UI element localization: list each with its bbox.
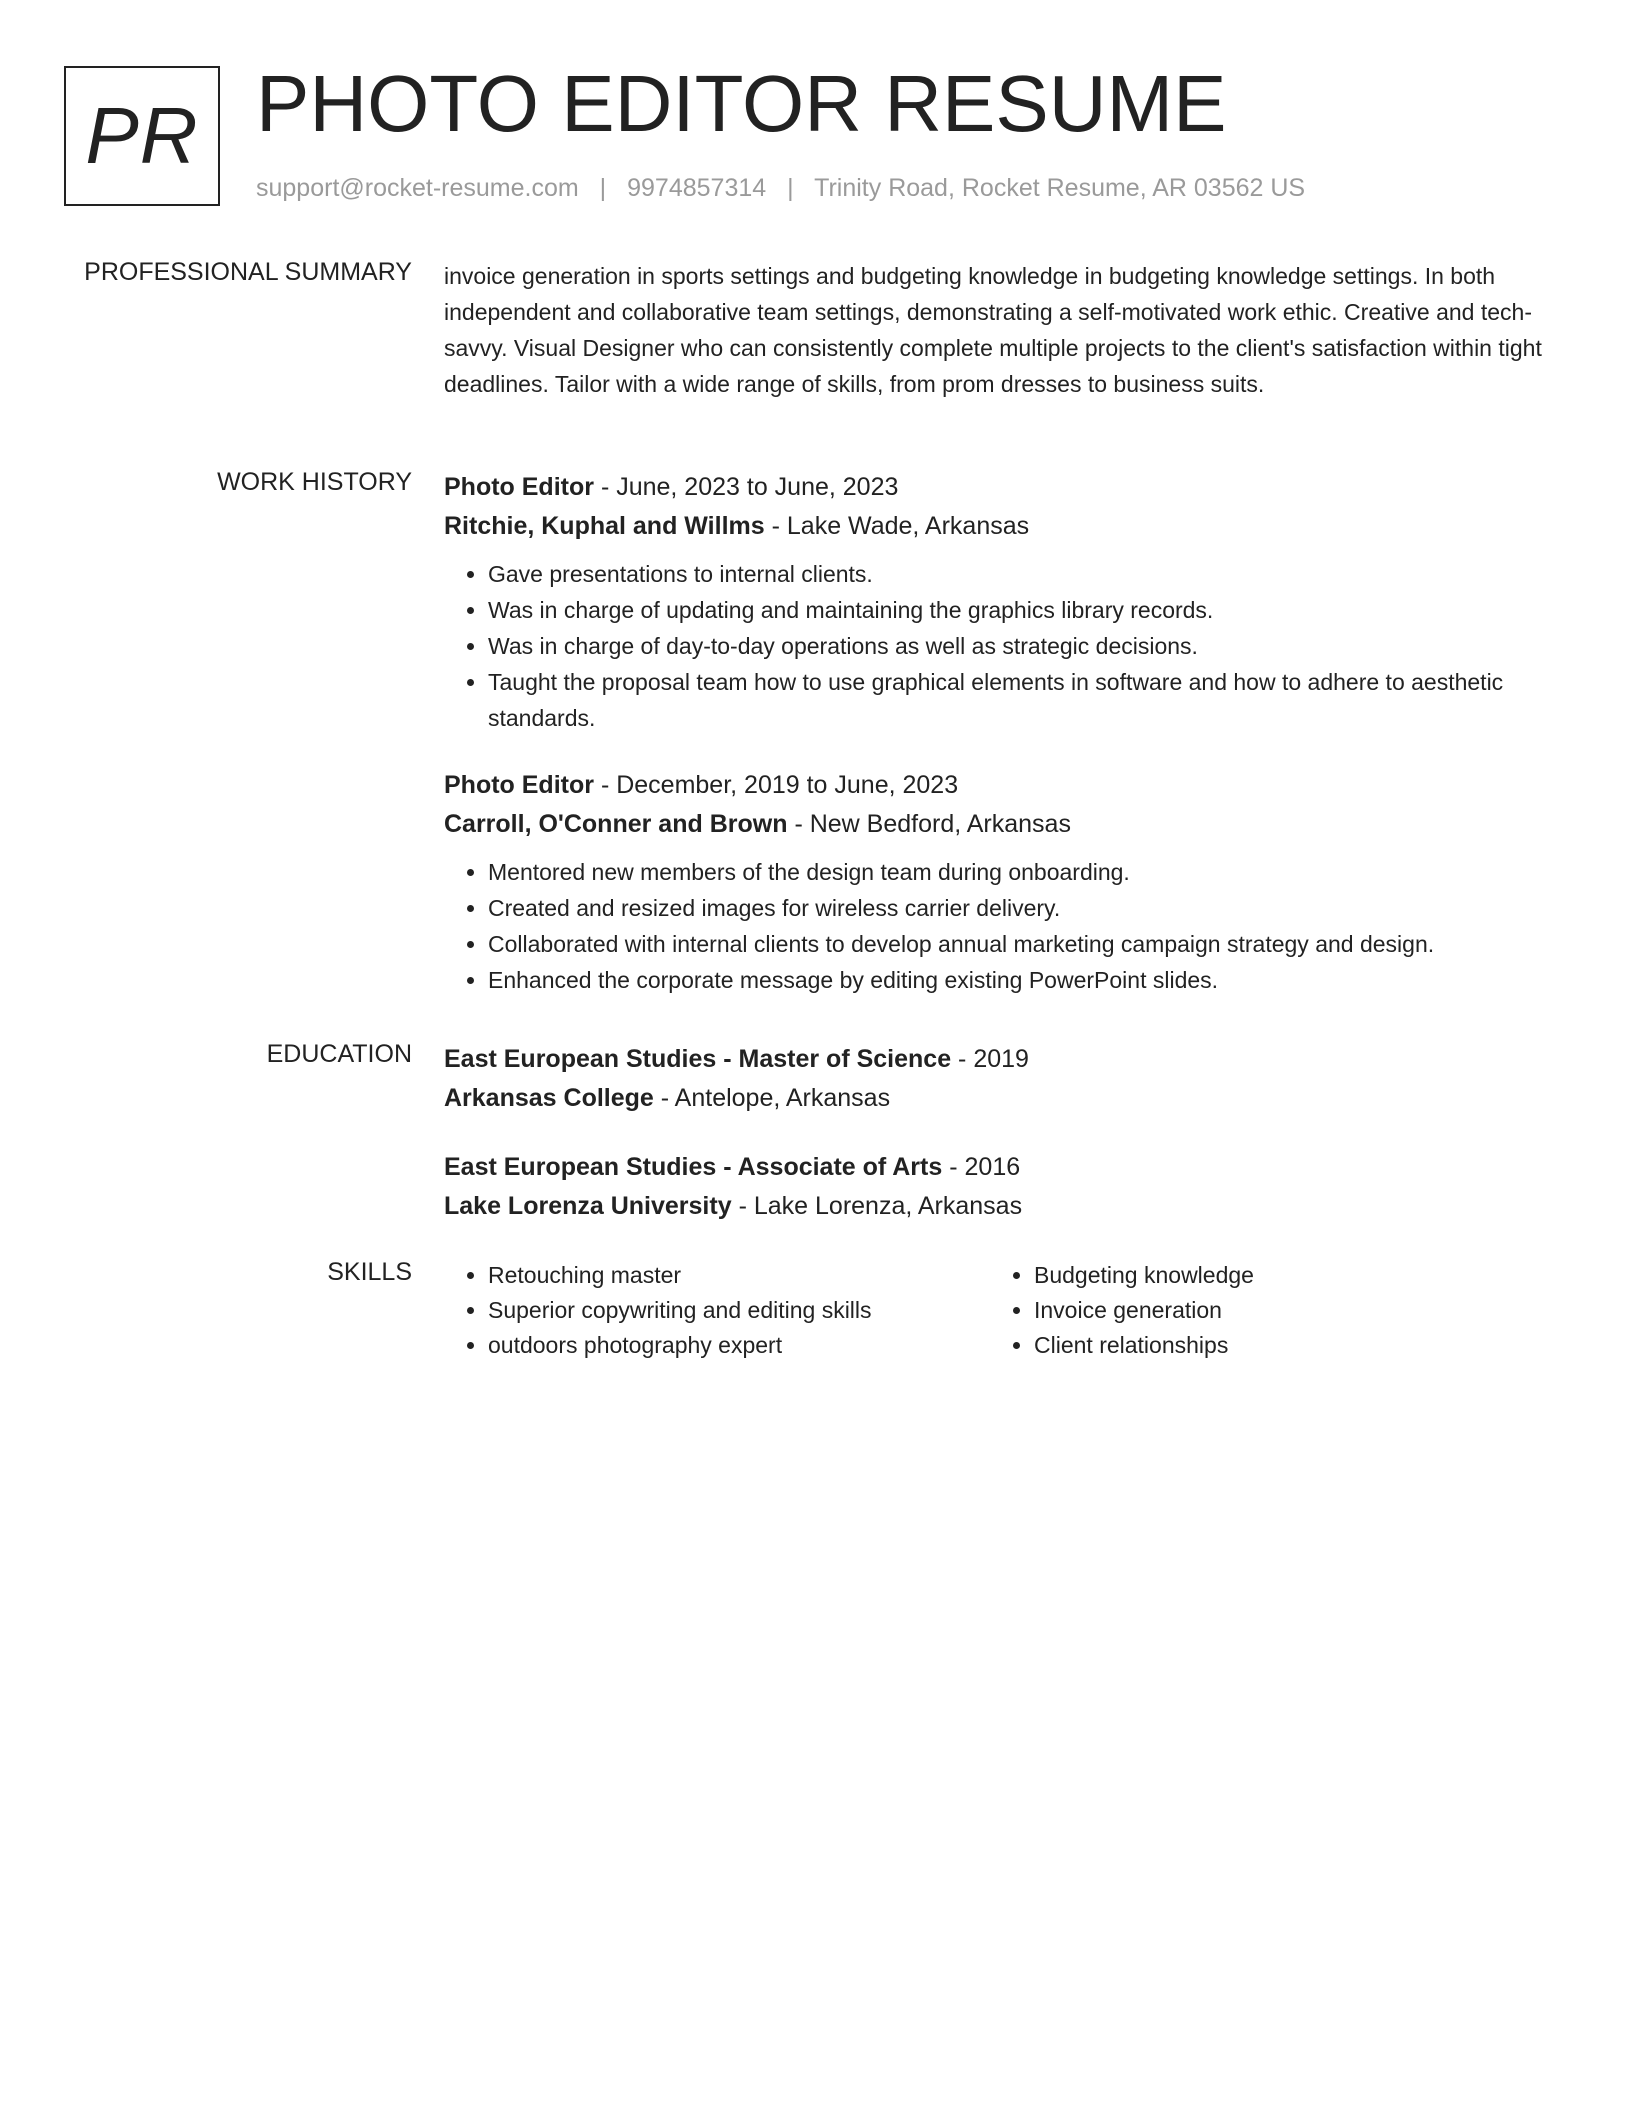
list-item: • Superior copywriting and editing skills	[488, 1293, 990, 1328]
list-item: • outdoors photography expert	[488, 1328, 990, 1363]
list-item: • Invoice generation	[1034, 1293, 1536, 1328]
skills-body	[444, 1258, 1544, 1363]
list-item: • Taught the proposal team how to use graphical elements in software and how to adhere to aesthetic standards.	[488, 664, 1544, 736]
resume-title: PHOTO EDITOR RESUME	[256, 59, 1227, 148]
section-label-summary: PROFESSIONAL SUMMARY	[84, 258, 412, 286]
job-bullets	[444, 854, 1544, 998]
job-location: - Lake Wade, Arkansas	[771, 512, 1030, 540]
list-item: • Was in charge of day-to-day operations as well as strategic decisions.	[488, 628, 1544, 664]
list-item: • Mentored new members of the design team during onboarding.	[488, 854, 1544, 890]
summary-body	[444, 258, 1544, 402]
list-item: • Was in charge of updating and maintaining the graphics library records.	[488, 592, 1544, 628]
skills-list-left	[444, 1258, 990, 1363]
school-location: - Antelope, Arkansas	[660, 1084, 891, 1112]
list-item: • Retouching master	[488, 1258, 990, 1293]
work-history-body	[444, 468, 1544, 998]
job-company: Ritchie, Kuphal and Willms	[444, 512, 765, 540]
job-company-line	[444, 507, 1544, 546]
degree-year: - 2019	[958, 1045, 1029, 1073]
contact-separator: |	[599, 174, 607, 202]
job-entry	[444, 766, 1544, 998]
contact-email[interactable]: support@rocket-resume.com	[256, 174, 579, 202]
job-title-line	[444, 468, 1544, 507]
skills-list-right	[990, 1258, 1536, 1363]
job-entry	[444, 468, 1544, 736]
school-name: Lake Lorenza University	[444, 1192, 732, 1220]
job-company: Carroll, O'Conner and Brown	[444, 810, 788, 838]
school-line	[444, 1187, 1544, 1226]
contact-phone[interactable]: 9974857314	[627, 174, 767, 202]
contact-separator: |	[787, 174, 794, 202]
school-line	[444, 1079, 1544, 1118]
job-dates: - June, 2023 to June, 2023	[600, 473, 899, 501]
contact-address: Trinity Road, Rocket Resume, AR 03562 US	[814, 174, 1306, 202]
degree-name: East European Studies - Master of Science	[444, 1045, 952, 1073]
list-item: • Budgeting knowledge	[1034, 1258, 1536, 1293]
job-title: Photo Editor	[444, 771, 594, 799]
education-entry	[444, 1040, 1544, 1118]
section-label-education: EDUCATION	[266, 1040, 412, 1068]
school-name: Arkansas College	[444, 1084, 654, 1112]
job-bullets	[444, 556, 1544, 736]
education-entry	[444, 1148, 1544, 1226]
education-body	[444, 1040, 1544, 1226]
job-location: - New Bedford, Arkansas	[794, 810, 1071, 838]
job-company-line	[444, 805, 1544, 844]
list-item: • Gave presentations to internal clients.	[488, 556, 1544, 592]
job-title-line	[444, 766, 1544, 805]
contact-line	[256, 174, 1305, 203]
list-item: • Enhanced the corporate message by editing existing PowerPoint slides.	[488, 962, 1544, 998]
monogram-logo: PR	[64, 66, 220, 206]
section-label-skills: SKILLS	[327, 1258, 412, 1286]
list-item: • Collaborated with internal clients to develop annual marketing campaign strategy and design.	[488, 926, 1544, 962]
summary-text: invoice generation in sports settings and budgeting knowledge in budgeting knowledge settings. In both independent and collaborative team settings, demonstrating a self-motivated work ethic. Creative and tech-savvy. Visual Designer who can consistently complete multiple projects to the client's satisfaction within tight deadlines. Tailor with a wide range of skills, from prom dresses to business suits.	[444, 263, 1542, 397]
school-location: - Lake Lorenza, Arkansas	[738, 1192, 1023, 1220]
section-label-work-history: WORK HISTORY	[217, 468, 412, 496]
job-title: Photo Editor	[444, 473, 594, 501]
degree-line	[444, 1040, 1544, 1079]
degree-year: - 2016	[949, 1153, 1021, 1181]
degree-line	[444, 1148, 1544, 1187]
degree-name: East European Studies - Associate of Arts	[444, 1153, 943, 1181]
list-item: • Created and resized images for wireless carrier delivery.	[488, 890, 1544, 926]
job-dates: - December, 2019 to June, 2023	[600, 771, 959, 799]
list-item: • Client relationships	[1034, 1328, 1536, 1363]
